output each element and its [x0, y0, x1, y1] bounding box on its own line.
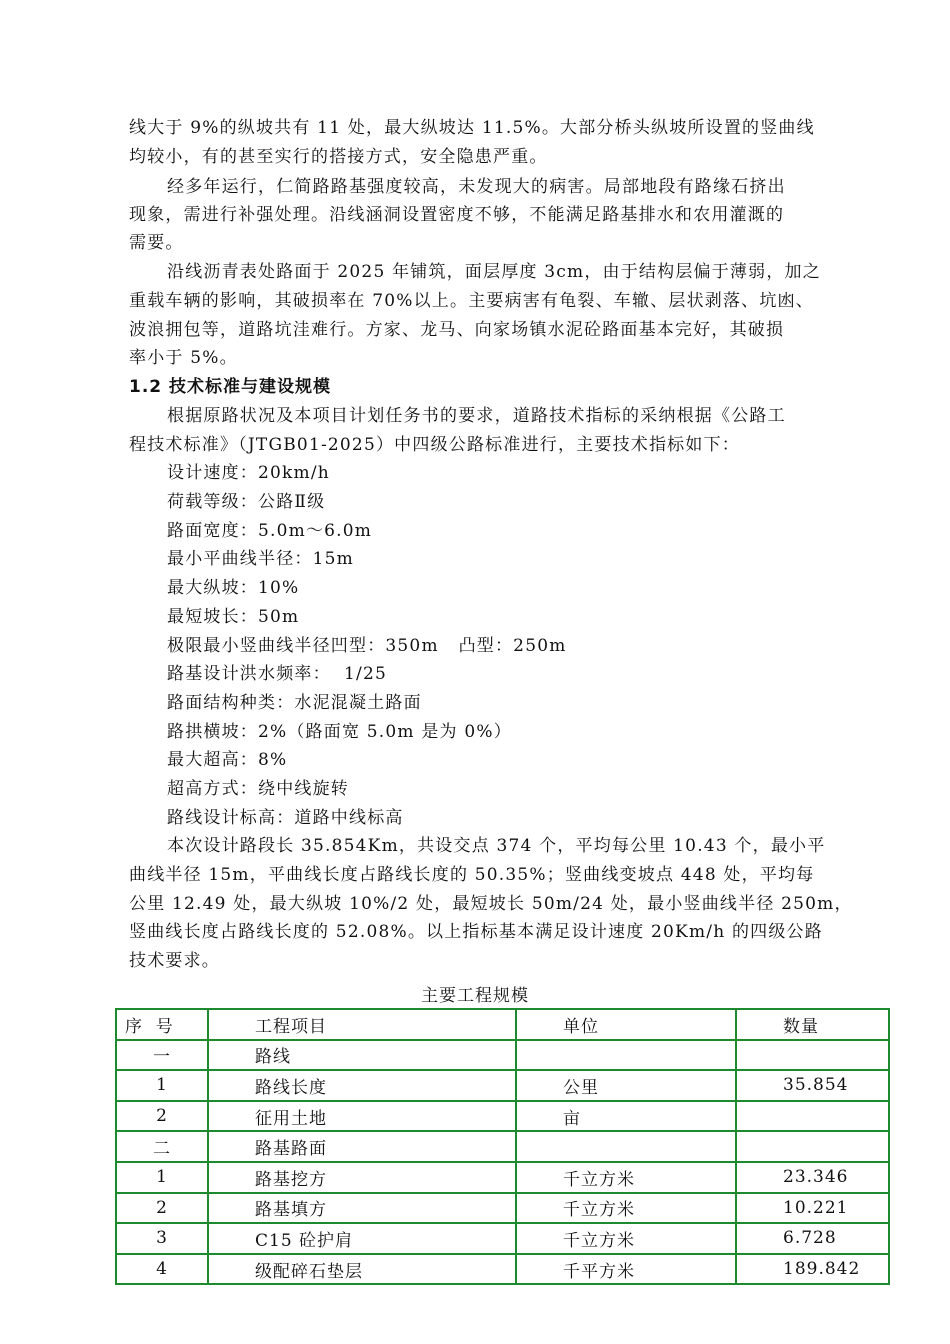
table-cell: 一 — [116, 1040, 208, 1071]
table-cell — [736, 1131, 889, 1162]
engineering-scale-table — [115, 1008, 890, 1285]
table-cell: 1 — [116, 1162, 208, 1193]
table-cell: 千立方米 — [516, 1193, 736, 1224]
table-cell: 路基路面 — [208, 1131, 516, 1162]
table-cell: 路线长度 — [208, 1070, 516, 1101]
summary-line: 竖曲线长度占路线长度的 52.08%。以上指标基本满足设计速度 20Km/h 的四级公路 — [129, 922, 823, 942]
indicator-item: 超高方式：绕中线旋转 — [167, 779, 349, 799]
indicator-item: 路面宽度：5.0m～6.0m — [167, 521, 373, 541]
summary-line: 技术要求。 — [129, 951, 220, 971]
table-cell: 10.221 — [736, 1193, 889, 1224]
table-cell: 路线 — [208, 1040, 516, 1071]
indicator-item: 最小平曲线半径：15m — [167, 549, 354, 569]
table-row — [116, 1254, 889, 1285]
table-cell: 千立方米 — [516, 1162, 736, 1193]
paragraph-line: 均较小，有的甚至实行的搭接方式，安全隐患严重。 — [129, 147, 548, 167]
intro-line: 根据原路状况及本项目计划任务书的要求，道路技术指标的采纳根据《公路工 — [167, 406, 786, 426]
table-header-row — [116, 1009, 889, 1040]
table-row — [116, 1162, 889, 1193]
table-row — [116, 1070, 889, 1101]
table-cell: 189.842 — [736, 1254, 889, 1285]
table-cell: 35.854 — [736, 1070, 889, 1101]
table-cell: 二 — [116, 1131, 208, 1162]
indicator-item: 路面结构种类：水泥混凝土路面 — [167, 693, 422, 713]
indicator-item: 荷载等级：公路Ⅱ级 — [167, 492, 326, 512]
table-cell — [736, 1040, 889, 1071]
table-cell — [516, 1040, 736, 1071]
summary-line: 曲线半径 15m，平曲线长度占路线长度的 50.35%；竖曲线变坡点 448 处，平均每 — [129, 865, 815, 885]
table-cell — [516, 1131, 736, 1162]
table-cell: C15 砼护肩 — [208, 1223, 516, 1254]
paragraph-line: 波浪拥包等，道路坑洼难行。方家、龙马、向家场镇水泥砼路面基本完好，其破损 — [129, 320, 785, 340]
table-cell — [736, 1101, 889, 1132]
paragraph-line: 需要。 — [129, 233, 184, 253]
paragraph-line: 沿线沥青表处路面于 2025 年铺筑，面层厚度 3cm，由于结构层偏于薄弱，加之 — [167, 262, 821, 282]
table-cell: 4 — [116, 1254, 208, 1285]
table-cell: 公里 — [516, 1070, 736, 1101]
table-row — [116, 1040, 889, 1071]
indicator-item: 设计速度：20km/h — [167, 463, 330, 483]
table-cell: 级配碎石垫层 — [208, 1254, 516, 1285]
table-cell: 千平方米 — [516, 1254, 736, 1285]
header-cell: 数量 — [736, 1009, 889, 1040]
table-cell: 路基挖方 — [208, 1162, 516, 1193]
section-heading: 1.2 技术标准与建设规模 — [129, 377, 332, 397]
table-cell: 6.728 — [736, 1223, 889, 1254]
summary-line: 本次设计路段长 35.854Km，共设交点 374 个，平均每公里 10.43 个，最小平 — [167, 836, 826, 856]
table-row — [116, 1101, 889, 1132]
indicator-item: 路基设计洪水频率： 1/25 — [167, 664, 387, 684]
table-cell: 2 — [116, 1193, 208, 1224]
paragraph-line: 率小于 5%。 — [129, 348, 238, 368]
table-cell: 路基填方 — [208, 1193, 516, 1224]
paragraph-line: 线大于 9%的纵坡共有 11 处，最大纵坡达 11.5%。大部分桥头纵坡所设置的竖曲线 — [129, 118, 815, 138]
table-caption: 主要工程规模 — [421, 986, 529, 1006]
indicator-item: 路拱横坡：2%（路面宽 5.0m 是为 0%） — [167, 722, 512, 742]
table-row — [116, 1223, 889, 1254]
indicator-item: 最大纵坡：10% — [167, 578, 300, 598]
paragraph-line: 重载车辆的影响，其破损率在 70%以上。主要病害有龟裂、车辙、层状剥落、坑凼、 — [129, 291, 814, 311]
indicator-item: 最短坡长：50m — [167, 607, 300, 627]
header-cell: 工程项目 — [208, 1009, 516, 1040]
paragraph-line: 现象，需进行补强处理。沿线涵洞设置密度不够，不能满足路基排水和农用灌溉的 — [129, 205, 785, 225]
table-cell: 征用土地 — [208, 1101, 516, 1132]
indicator-item: 极限最小竖曲线半径凹型：350m 凸型：250m — [167, 636, 567, 656]
table-cell: 千立方米 — [516, 1223, 736, 1254]
table-row — [116, 1131, 889, 1162]
table-row — [116, 1193, 889, 1224]
table-cell: 2 — [116, 1101, 208, 1132]
indicator-item: 路线设计标高：道路中线标高 — [167, 808, 404, 828]
summary-line: 公里 12.49 处，最大纵坡 10%/2 处，最短坡长 50m/24 处，最小竖曲线半径 250m， — [129, 894, 853, 914]
paragraph-line: 经多年运行，仁简路路基强度较高，未发现大的病害。局部地段有路缘石挤出 — [167, 177, 786, 197]
header-cell: 单位 — [516, 1009, 736, 1040]
table-cell: 1 — [116, 1070, 208, 1101]
header-cell: 序 号 — [116, 1009, 208, 1040]
table-cell: 3 — [116, 1223, 208, 1254]
table-cell: 23.346 — [736, 1162, 889, 1193]
intro-line: 程技术标准》（JTGB01-2025）中四级公路标准进行，主要技术指标如下： — [129, 435, 740, 455]
table-cell: 亩 — [516, 1101, 736, 1132]
indicator-item: 最大超高：8% — [167, 750, 288, 770]
